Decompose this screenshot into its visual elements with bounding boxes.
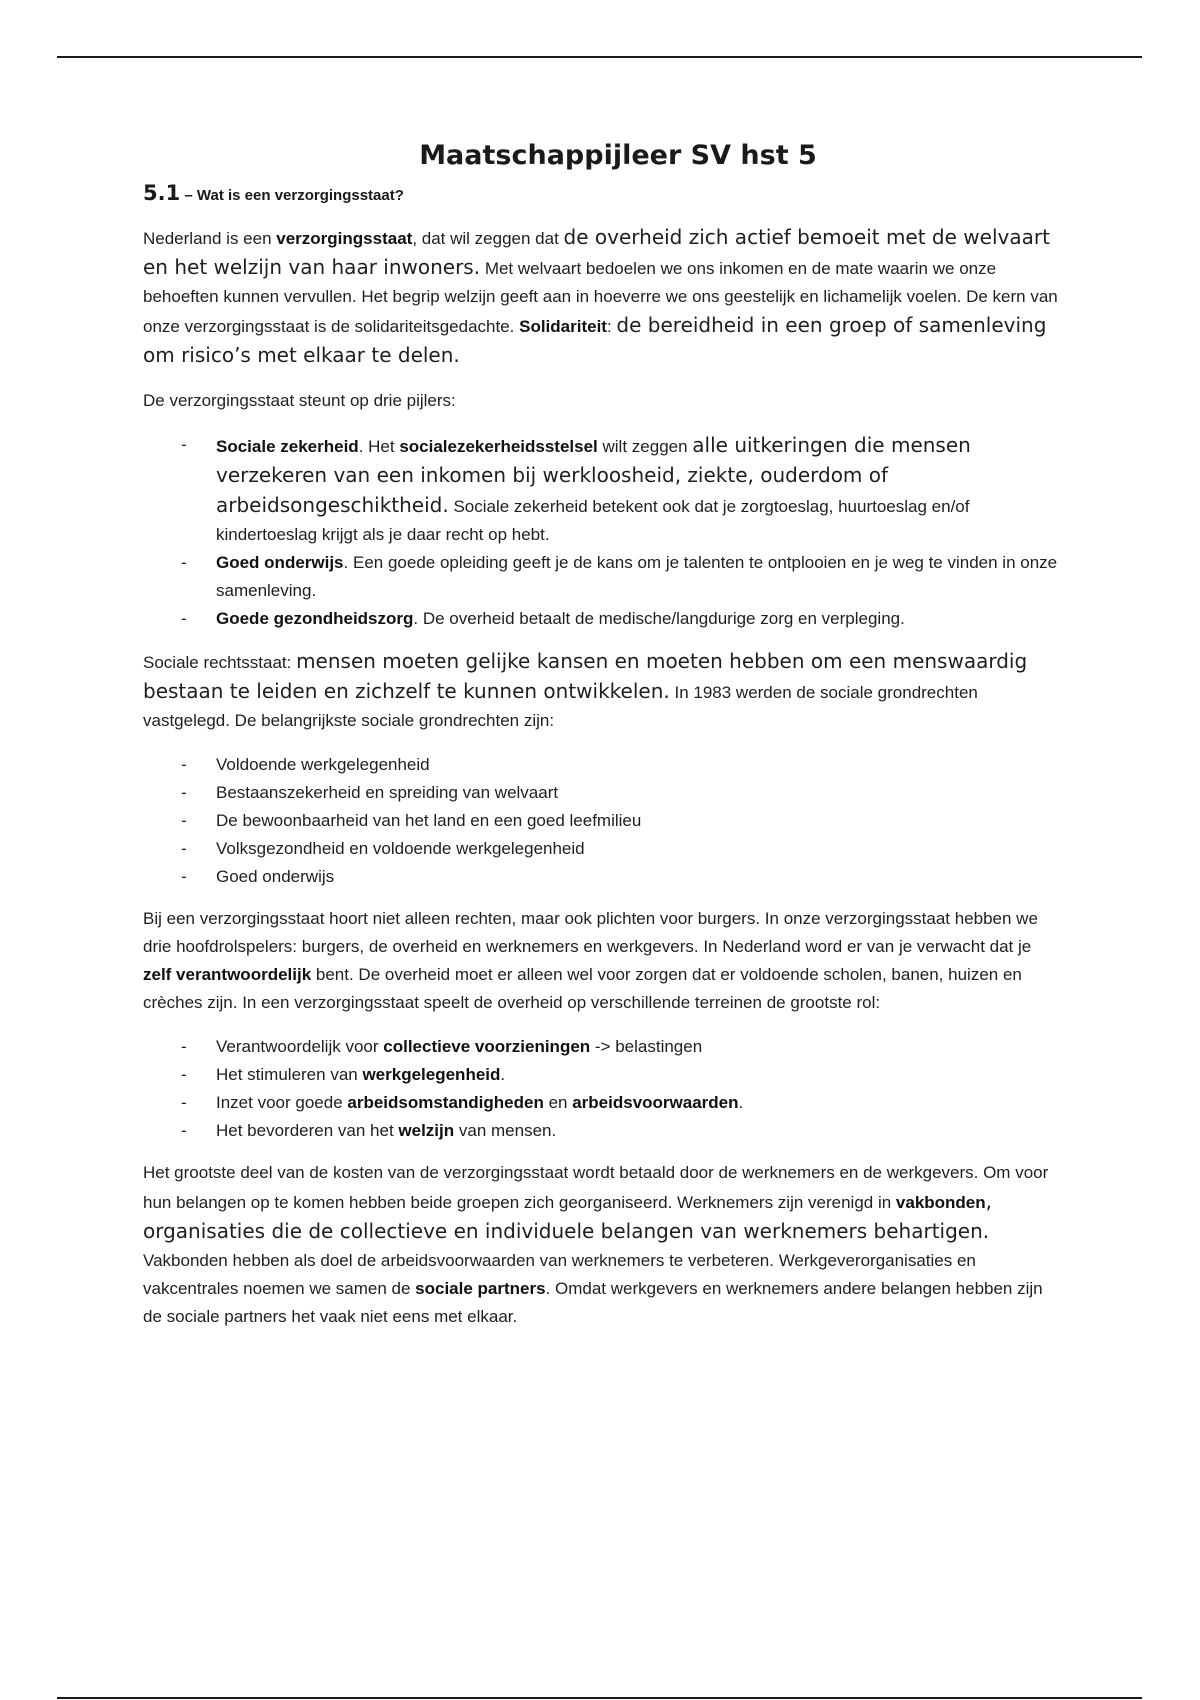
- list-bullet: -: [181, 755, 187, 774]
- list-item: [143, 1061, 1063, 1089]
- grondrechten-list: [143, 751, 1063, 891]
- bold-term: zelf verantwoordelijk: [143, 965, 312, 984]
- text: -> belastingen: [590, 1037, 703, 1056]
- list-item: [143, 863, 1063, 891]
- text: Bij een verzorgingsstaat hoort niet alleen rechten, maar ook plichten voor burgers. In onze verzorgingsstaat hebben we drie hoofdrolspelers: burgers, de overheid en werknemers en werkgevers. In Nederland word er van je verwacht dat je: [143, 909, 1038, 956]
- list-item: [143, 779, 1063, 807]
- bold-term: arbeidsomstandigheden: [347, 1093, 544, 1112]
- bold-term: welzijn: [398, 1121, 455, 1140]
- header-rule: [57, 56, 1142, 58]
- section-separator: –: [180, 187, 197, 204]
- bold-term: collectieve voorzieningen: [383, 1037, 591, 1056]
- paragraph-pijlers-intro: De verzorgingsstaat steunt op drie pijlers:: [143, 391, 456, 410]
- list-bullet: -: [181, 553, 187, 572]
- bold-term: Solidariteit: [519, 317, 607, 336]
- list-bullet: -: [181, 811, 187, 830]
- list-bullet: -: [181, 867, 187, 886]
- list-item: [143, 835, 1063, 863]
- definition-text: de bereidheid in een groep of samenleving om risico’s met elkaar te delen.: [143, 313, 1047, 367]
- bold-term: verzorgingsstaat: [276, 229, 413, 248]
- overheid-taken-list: [143, 1033, 1063, 1145]
- list-item-text: Bestaanszekerheid en spreiding van welvaart: [216, 783, 559, 802]
- text: . De overheid betaalt de medische/langdurige zorg en verpleging.: [413, 609, 905, 628]
- text: Vakbonden hebben als doel de arbeidsvoorwaarden van werknemers te verbeteren. Werkgeverorganisaties en vakcentrales noemen we samen de: [143, 1251, 976, 1298]
- list-item: [143, 549, 1063, 605]
- bold-term: Goed onderwijs: [216, 553, 344, 572]
- list-item: [143, 751, 1063, 779]
- text: Sociale rechtsstaat:: [143, 653, 297, 672]
- section-number: 5.1: [143, 181, 181, 205]
- list-item: [143, 605, 1063, 633]
- section-heading: [143, 181, 1063, 205]
- definition-text: mensen moeten gelijke kansen en moeten hebben om een menswaardig bestaan te leiden en zichzelf te kunnen ontwikkelen.: [143, 649, 1028, 703]
- definition-text: , organisaties die de collectieve en individuele belangen van werknemers behartigen.: [143, 1189, 993, 1243]
- list-item: [143, 807, 1063, 835]
- bold-term: werkgelegenheid: [362, 1065, 501, 1084]
- paragraph-sociale-rechtsstaat: [143, 647, 1063, 735]
- text: bent. De overheid moet er alleen wel voor zorgen dat er voldoende scholen, banen, huizen en crèches zijn. In een verzorgingsstaat speelt de overheid op verschillende terreinen de grootste rol:: [143, 965, 1022, 1012]
- text: Inzet voor goede: [216, 1093, 348, 1112]
- footer-rule: [57, 1697, 1142, 1699]
- text: . Omdat werkgevers en werknemers andere belangen hebben zijn de sociale partners het vaak niet eens met elkaar.: [143, 1279, 1043, 1326]
- list-bullet: -: [181, 1065, 187, 1084]
- list-item: [143, 1117, 1063, 1145]
- paragraph-rechten-plichten: [143, 905, 1063, 1017]
- list-item-text: Volksgezondheid en voldoende werkgelegenheid: [216, 839, 585, 858]
- list-bullet: -: [181, 1121, 187, 1140]
- text: In 1983 werden de sociale grondrechten vastgelegd. De belangrijkste sociale grondrechten zijn:: [143, 683, 978, 730]
- bold-term: socialezekerheidsstelsel: [399, 437, 598, 456]
- bold-term: vakbonden: [895, 1193, 986, 1212]
- list-bullet: -: [181, 1093, 187, 1112]
- list-item-text: De bewoonbaarheid van het land en een goed leefmilieu: [216, 811, 642, 830]
- text: Het bevorderen van het: [216, 1121, 399, 1140]
- list-bullet: -: [181, 1037, 187, 1056]
- text: Sociale zekerheid betekent ook dat je zorgtoeslag, huurtoeslag en/of kindertoeslag krijgt als je daar recht op hebt.: [216, 497, 970, 544]
- pijlers-list: [143, 431, 1063, 633]
- text: . Een goede opleiding geeft je de kans om je talenten te ontplooien en je weg te vinden in onze samenleving.: [216, 553, 1058, 600]
- bold-term: Goede gezondheidszorg: [216, 609, 414, 628]
- text: van mensen.: [454, 1121, 557, 1140]
- list-bullet: -: [181, 783, 187, 802]
- text: Met welvaart bedoelen we ons inkomen en de mate waarin we onze behoeften kunnen vervullen. Het begrip welzijn geeft aan in hoeverre we ons geestelijk en lichamelijk voelen. De kern van onze verzorgingsstaat is de solidariteitsgedachte.: [143, 259, 1058, 336]
- bold-term: sociale partners: [415, 1279, 546, 1298]
- list-item: [143, 1089, 1063, 1117]
- text: en: [543, 1093, 573, 1112]
- paragraph-verzorgingsstaat: [143, 223, 1063, 371]
- list-item: [143, 431, 1063, 549]
- text: Verantwoordelijk voor: [216, 1037, 384, 1056]
- definition-text: de overheid zich actief bemoeit met de welvaart en het welzijn van haar inwoners.: [143, 225, 1050, 279]
- paragraph-sociale-partners: [143, 1159, 1063, 1331]
- text: .: [738, 1093, 744, 1112]
- text: , dat wil zeggen dat: [412, 229, 564, 248]
- text: wilt zeggen: [597, 437, 693, 456]
- document-title: Maatschappijleer SV hst 5: [419, 140, 817, 171]
- list-item-text: Voldoende werkgelegenheid: [216, 755, 430, 774]
- text: Het grootste deel van de kosten van de verzorgingsstaat wordt betaald door de werknemers en de werkgevers. Om voor hun belangen op te komen hebben beide groepen zich georganiseerd. Werknemers zijn verenigd in: [143, 1163, 1049, 1212]
- bold-term: arbeidsvoorwaarden: [572, 1093, 739, 1112]
- text: :: [606, 317, 617, 336]
- list-bullet: -: [181, 609, 187, 628]
- document-body: [143, 140, 1063, 1347]
- text: Het stimuleren van: [216, 1065, 363, 1084]
- text: .: [500, 1065, 506, 1084]
- bold-term: Sociale zekerheid: [216, 437, 359, 456]
- list-item: [143, 1033, 1063, 1061]
- definition-text: alle uitkeringen die mensen verzekeren van een inkomen bij werkloosheid, ziekte, ouderdom of arbeidsongeschiktheid.: [216, 433, 971, 517]
- list-bullet: -: [181, 435, 187, 454]
- text: . Het: [358, 437, 400, 456]
- text: Nederland is een: [143, 229, 277, 248]
- section-title: Wat is een verzorgingsstaat?: [196, 187, 404, 204]
- list-bullet: -: [181, 839, 187, 858]
- list-item-text: Goed onderwijs: [216, 867, 335, 886]
